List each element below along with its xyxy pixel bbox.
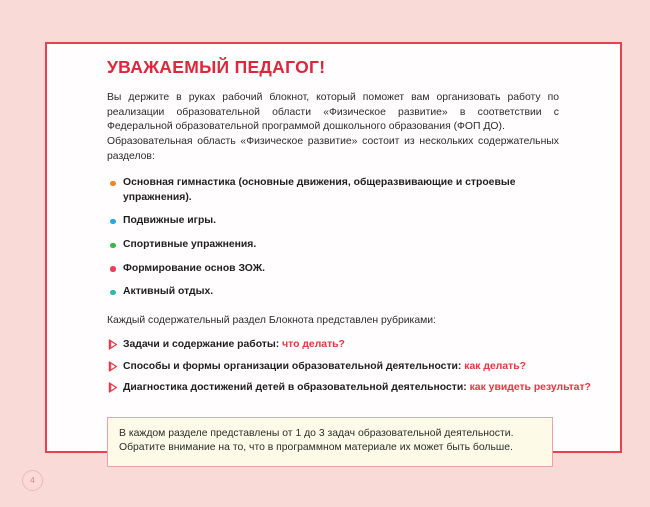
list-item (107, 381, 602, 395)
list-item (107, 360, 602, 374)
intro-paragraph-1: Вы держите в руках рабочий блокнот, который поможет вам организовать работу по реализации образовательной области «Физическое развитие» в соответствии с Федеральной образовательной программой дошкольного образования (ФОП ДО). (107, 92, 559, 133)
rubric-accent: как увидеть результат? (469, 382, 591, 394)
bullet-dot-icon (110, 219, 116, 225)
arrow-right-icon (108, 339, 118, 350)
intro-paragraph-2: Образовательная область «Физическое развитие» состоит из нескольких содержательных разделов: (107, 136, 559, 162)
page-title: УВАЖАЕМЫЙ ПЕДАГОГ! (107, 57, 326, 77)
list-item (107, 262, 559, 277)
rubric-label: Способы и формы организации образовательной деятельности: (123, 360, 465, 372)
page-number-label: 4 (30, 476, 35, 485)
list-item (107, 214, 559, 229)
note-callout-box (107, 417, 553, 467)
section-label: Спортивные упражнения. (123, 239, 257, 250)
bullet-dot-icon (110, 266, 116, 272)
section-label: Основная гимнастика (основные движения, общеразвивающие и строевые упражнения). (123, 177, 516, 203)
section-label: Активный отдых. (123, 286, 214, 298)
arrow-right-icon (108, 361, 118, 372)
section-label: Подвижные игры. (123, 215, 217, 227)
list-item (107, 238, 559, 253)
section-label: Формирование основ ЗОЖ. (123, 262, 266, 274)
list-item (107, 176, 559, 205)
list-item (107, 285, 559, 300)
rubric-accent: как делать? (464, 360, 526, 372)
list-item (107, 338, 602, 352)
page-frame (45, 42, 622, 453)
bullet-dot-icon (110, 290, 116, 296)
note-text: В каждом разделе представлены от 1 до 3 задач образовательной деятельности. Обратите внимание на то, что в программном материале их может быть больше. (119, 427, 514, 454)
page-number-badge (22, 470, 43, 491)
rubric-label: Задачи и содержание работы: (123, 339, 283, 351)
rubric-accent: что делать? (282, 339, 345, 351)
rubric-label: Диагностика достижений детей в образовательной деятельности: (123, 382, 470, 394)
arrow-right-icon (108, 382, 118, 393)
content-sections-list (107, 176, 559, 300)
bullet-dot-icon (110, 181, 116, 187)
bullet-dot-icon (110, 243, 116, 249)
rubrics-intro-text: Каждый содержательный раздел Блокнота представлен рубриками: (107, 314, 436, 326)
page-content (107, 58, 602, 467)
rubrics-list (107, 338, 602, 395)
